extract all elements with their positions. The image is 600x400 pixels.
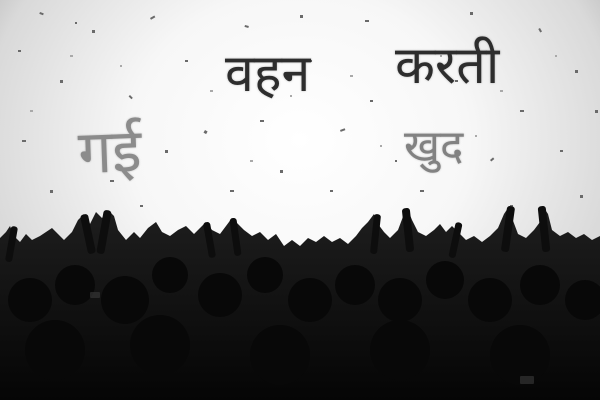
projected-word-vahan: वहन (225, 44, 311, 104)
projected-word-gai: गई (76, 115, 143, 189)
projected-word-karti: करती (395, 36, 500, 96)
projected-word-khud: खुद (404, 121, 464, 172)
